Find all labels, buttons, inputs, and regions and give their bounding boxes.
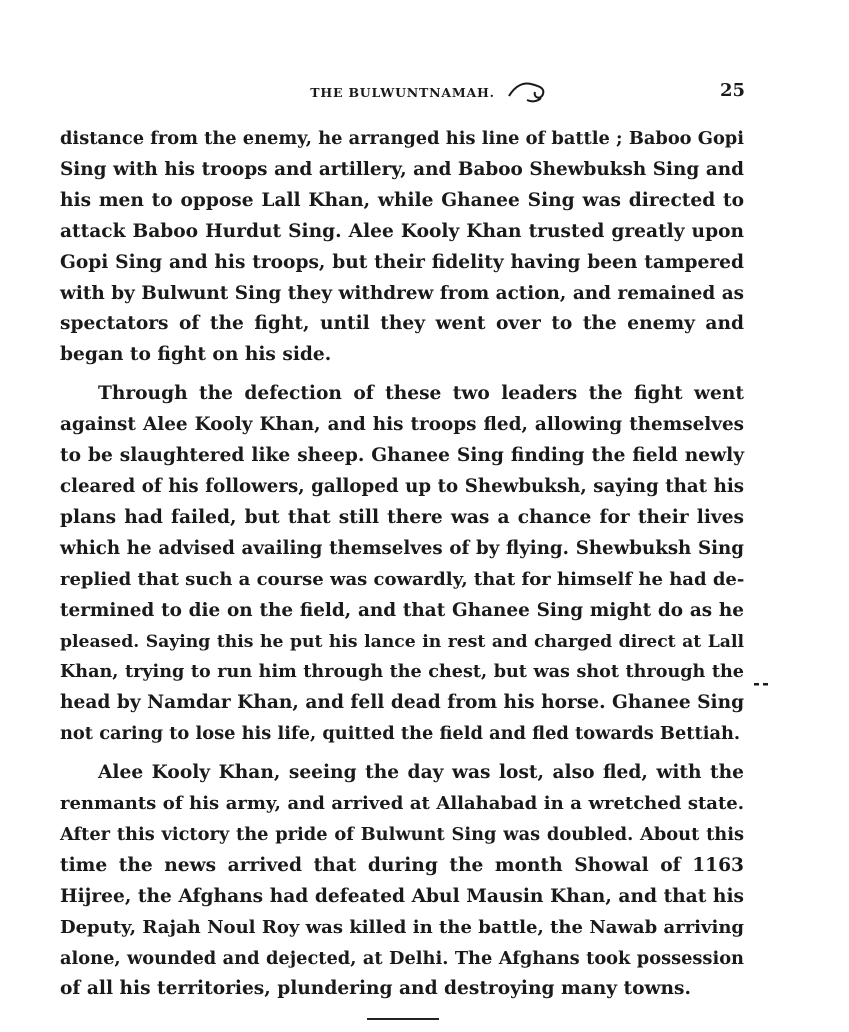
text-line: to be slaughtered like sheep. Ghanee Sing finding the field newly xyxy=(60,445,744,467)
text-line: plans had failed, but that still there was a chance for their lives xyxy=(60,506,744,528)
ink-squiggle-mark xyxy=(505,78,551,106)
text-line: against Alee Kooly Khan, and his troops fled, allowing themselves xyxy=(60,414,744,436)
text-line: cleared of his followers, galloped up to Shewbuksh, saying that his xyxy=(60,475,744,497)
text-line: Alee Kooly Khan, seeing the day was lost, also fled, with the xyxy=(98,762,744,784)
footer-rule xyxy=(367,1018,439,1020)
text-line: which he advised availing themselves of by flying. Shewbuksh Sing xyxy=(60,537,744,559)
paragraph-1 xyxy=(60,124,744,371)
text-line: Through the defection of these two leaders the fight went xyxy=(98,383,744,405)
text-line: distance from the enemy, he arranged his line of battle ; Baboo Gopi xyxy=(60,128,744,149)
text-line: spectators of the fight, until they went over to the enemy and xyxy=(60,313,744,335)
text-line: his men to oppose Lall Khan, while Ghanee Sing was directed to xyxy=(60,189,744,211)
text-line: Hijree, the Afghans had defeated Abul Mausin Khan, and that his xyxy=(60,885,744,907)
paragraph-2 xyxy=(60,379,744,750)
text-line: Sing with his troops and artillery, and Baboo Shewbuksh Sing and xyxy=(60,158,744,180)
text-line: Gopi Sing and his troops, but their fidelity having been tampered xyxy=(60,251,744,273)
text-line: pleased. Saying this he put his lance in rest and charged direct at Lall xyxy=(60,631,744,652)
text-line: attack Baboo Hurdut Sing. Alee Kooly Khan trusted greatly upon xyxy=(60,220,744,242)
margin-ink-mark xyxy=(752,680,772,688)
text-line: After this victory the pride of Bulwunt Sing was doubled. About this xyxy=(60,823,744,845)
text-line: Khan, trying to run him through the chest, but was shot through the xyxy=(60,661,744,683)
text-line: time the news arrived that during the month Showal of 1163 xyxy=(60,854,744,876)
running-title: THE BULWUNTNAMAH. xyxy=(310,85,495,100)
body-text xyxy=(60,124,744,1013)
text-line: with by Bulwunt Sing they withdrew from action, and remained as xyxy=(60,282,744,304)
page-header xyxy=(60,80,745,104)
text-line: termined to die on the field, and that Ghanee Sing might do as he xyxy=(60,599,744,621)
text-line: renmants of his army, and arrived at Allahabad in a wretched state. xyxy=(60,793,744,815)
text-line: of all his territories, plundering and destroying many towns. xyxy=(60,978,691,1000)
text-line: replied that such a course was cowardly, that for himself he had de- xyxy=(60,568,745,590)
text-line: began to fight on his side. xyxy=(60,344,332,366)
text-line: Deputy, Rajah Noul Roy was killed in the battle, the Nawab arriving xyxy=(60,916,744,938)
text-line: alone, wounded and dejected, at Delhi. The Afghans took possession xyxy=(60,947,744,969)
text-line: not caring to lose his life, quitted the field and fled towards Bettiah. xyxy=(60,723,741,745)
text-line: head by Namdar Khan, and fell dead from his horse. Ghanee Sing xyxy=(60,692,745,714)
page-number: 25 xyxy=(719,80,745,101)
paragraph-3 xyxy=(60,758,744,1005)
